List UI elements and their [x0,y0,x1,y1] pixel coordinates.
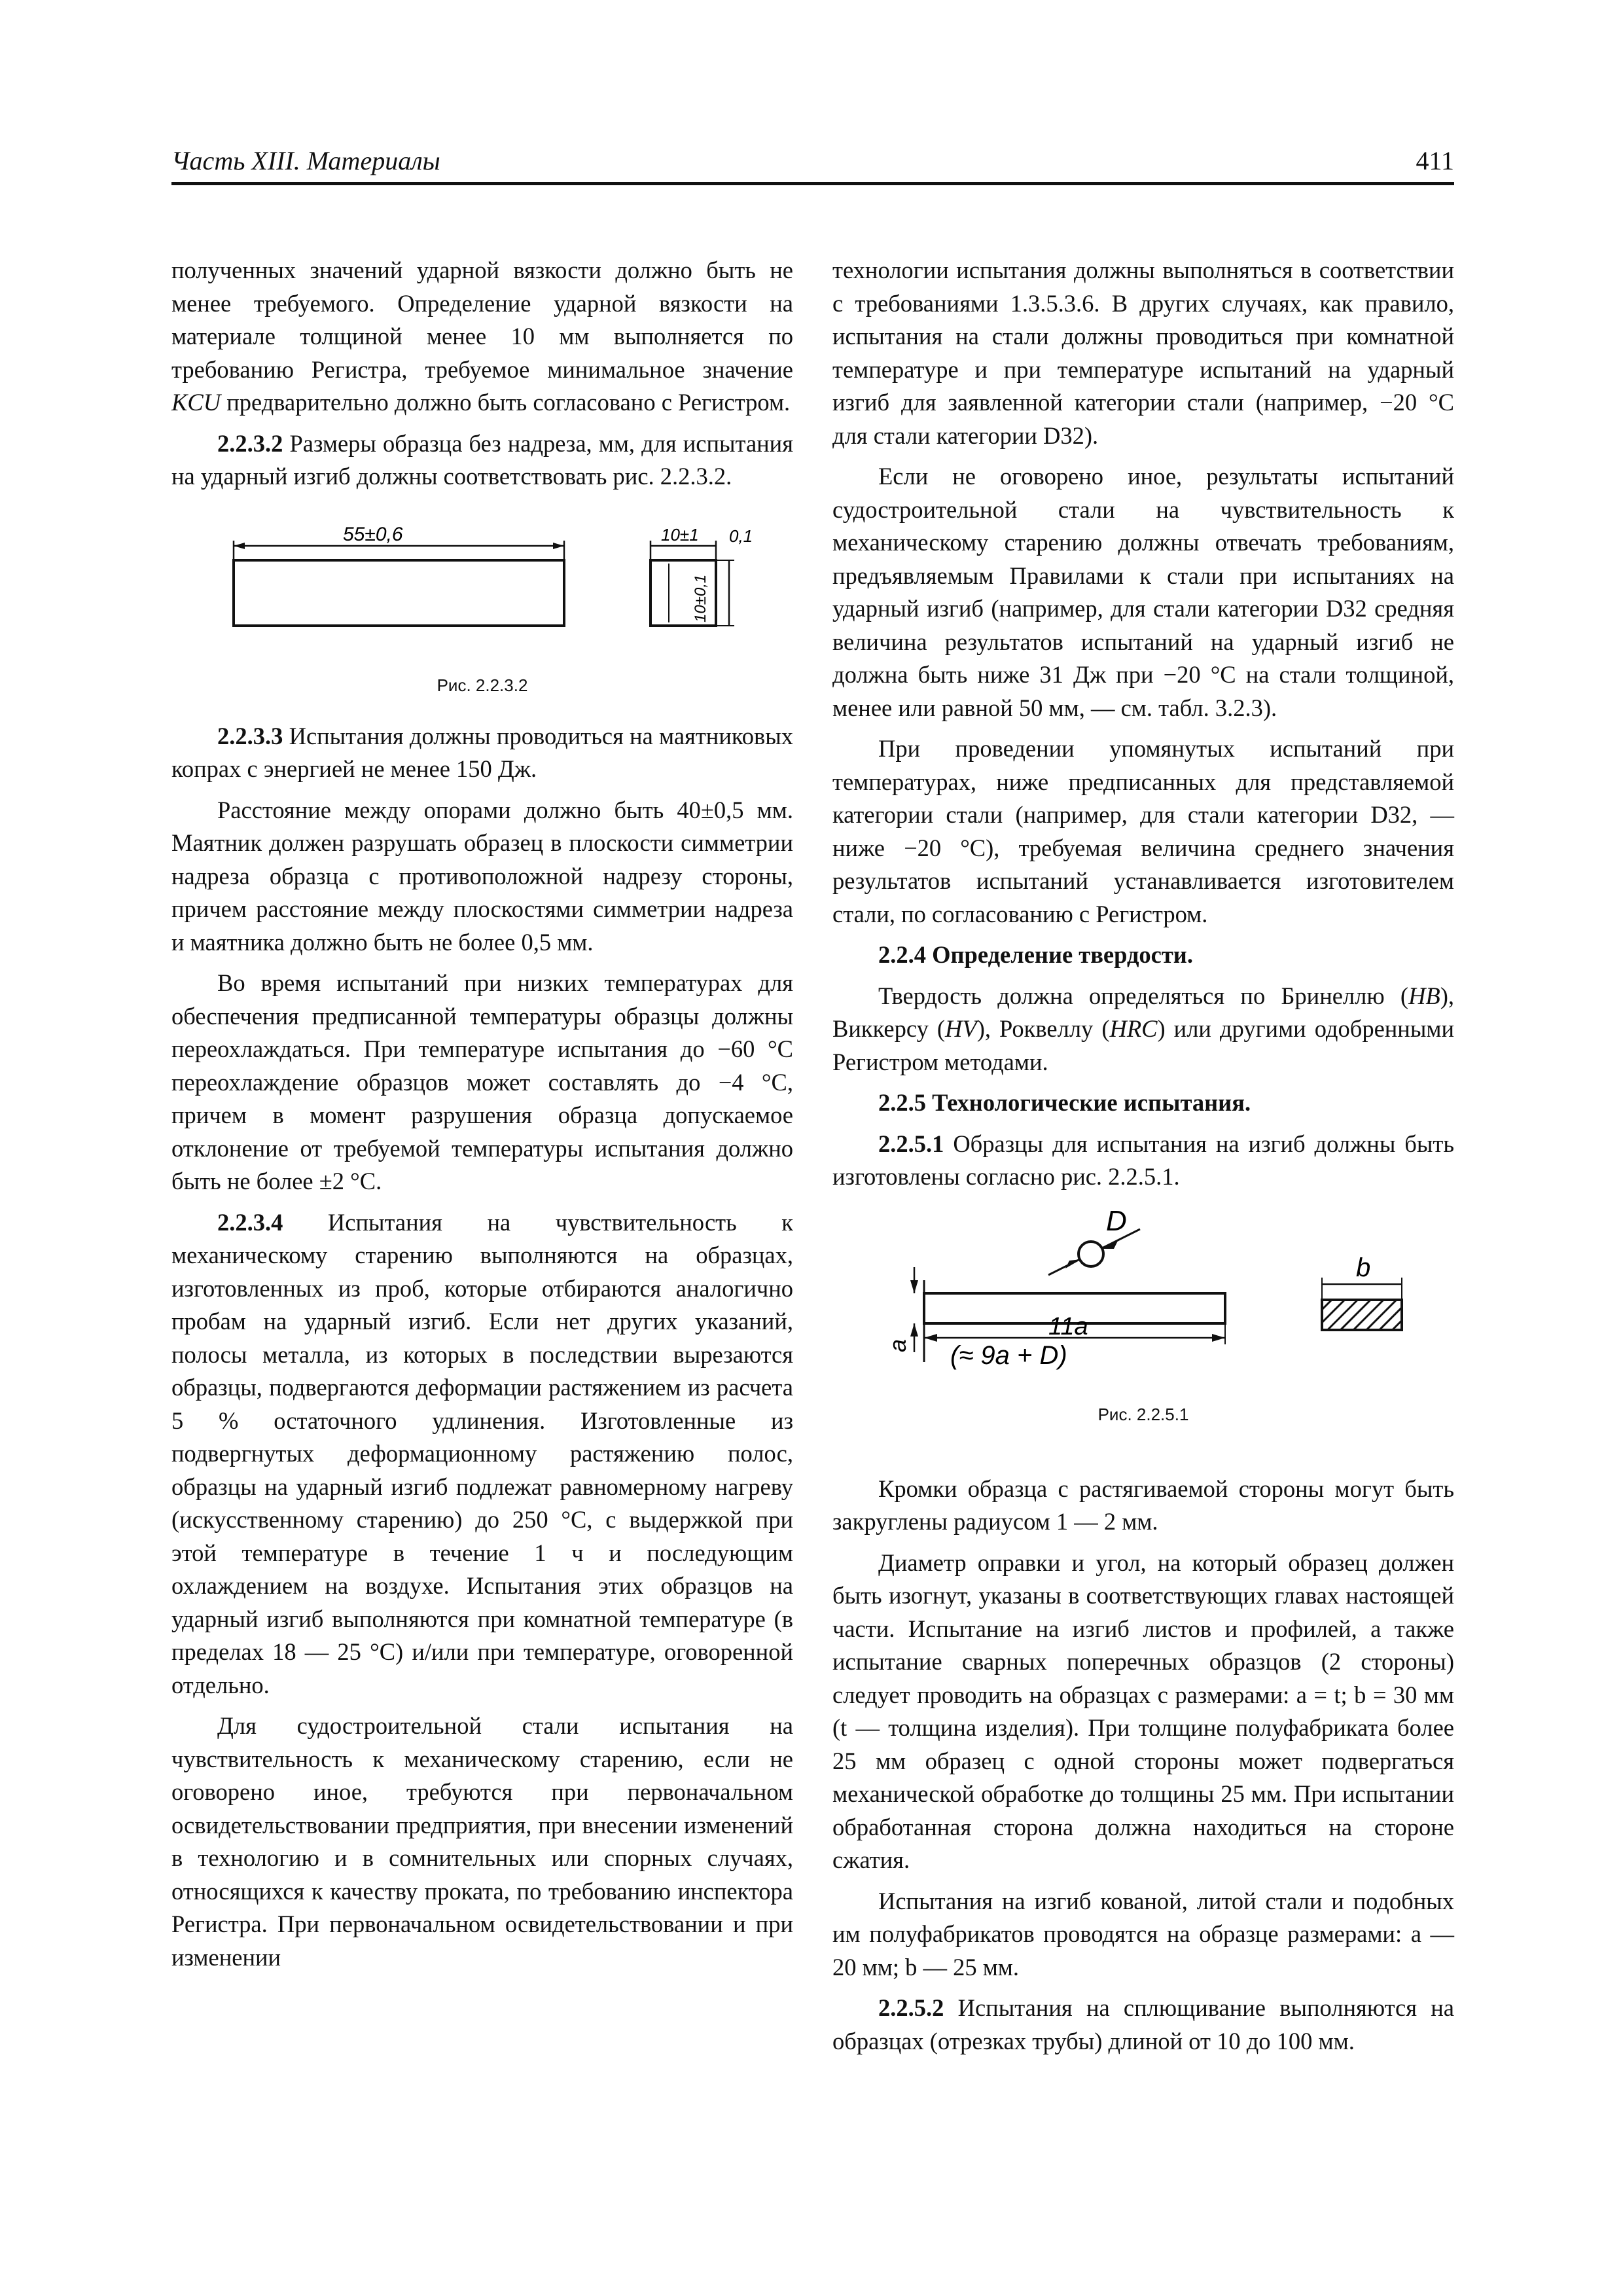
label-d: D [1106,1204,1127,1237]
section-number: 2.2.5.2 [878,1994,944,2021]
figure-caption: Рис. 2.2.5.1 [1097,1404,1189,1424]
paragraph-low-temperature: Во время испытаний при низких температурах для обеспечения предписанной температуры образцы должны переохлаждаться. При температуре испытания до −60 °С переохлаждение образцов может составлять до −4 °С, причем в момент разрушения образца допускаемое отклонение от требуемой температуры испытания должно быть не более ±2 °С. [171,969,793,1194]
section-number: 2.2.3.2 [217,429,283,457]
paragraph-2-2-5-1: 2.2.5.1 Образцы для испытания на изгиб должны быть изготовлены согласно рис. 2.2.5.1. [832,1130,1454,1190]
dim-height: 10±0,1 [692,574,709,622]
heading-2-2-5: 2.2.5 Технологические испытания. [878,1089,1251,1116]
paragraph-forged: Испытания на изгиб кованой, литой стали и подобных им полуфабрикатов проводятся на образце размерами: a — 20 мм; b — 25 мм. [832,1887,1454,1981]
paragraph-kcu: полученных значений ударной вязкости должно быть не менее требуемого. Определение ударной вязкости на материале толщиной менее 10 мм выполняется по требованию Регистра, требуемое минимальное значение KCU предварительно должно быть согласовано с Регистром. [171,257,793,416]
label-length: 11a [1048,1312,1088,1340]
label-b: b [1356,1253,1371,1282]
figure-caption: Рис. 2.2.3.2 [437,675,528,695]
mandrel-circle [1079,1242,1103,1266]
paragraph-2-2-3-3: 2.2.3.3 Испытания должны проводиться на маятниковых копрах с энергией не менее 150 Дж. [171,722,793,782]
label-a: a [884,1338,911,1352]
paragraph-2-2-3-2: 2.2.3.2 Размеры образца без надреза, мм, для испытания на ударный изгиб должны соответствовать рис. 2.2.3.2. [171,429,793,490]
paragraph-lower-temperature: При проведении упомянутых испытаний при температурах, ниже предписанных для представляемой категории стали (например, для стали категории D32, — ниже −20 °С), требуемая величина среднего значения результатов испытаний устанавливается изготовителем стали, по согласованию с Регистром. [832,735,1454,927]
paragraph-2-2-5-2: 2.2.5.2 Испытания на сплющивание выполняются на образцах (отрезках трубы) длиной от 10 до 100 мм. [832,1994,1454,2054]
paragraph-shipbuilding-steel: Для судостроительной стали испытания на чувствительность к механическому старению, если не оговорено иное, требуются при первоначальном освидетельствовании предприятия, при внесении изменений в технологию и в сомнительных или спорных случаях, относящихся к качеству проката, по требованию инспектора Регистра. При первоначальном освидетельствовании и при изменении [171,1712,793,1971]
paragraph-hardness: Твердость должна определяться по Бринеллю (HB), Виккерсу (HV), Роквеллу (HRC) или другими одобренными Регистром методами. [832,982,1454,1075]
running-title: Часть XIII. Материалы [171,146,440,175]
label-approx: (≈ 9a + D) [950,1340,1067,1370]
figure-2-2-5-1 [832,1202,1454,1463]
section-hatched [1322,1300,1402,1330]
dim-length: 55±0,6 [343,523,403,545]
section-number: 2.2.5.1 [878,1130,944,1157]
specimen-drawing [171,501,793,698]
section-number: 2.2.3.3 [217,722,283,749]
dim-tolerance: 0,1 [729,526,753,546]
figure-2-2-3-2 [171,501,793,698]
left-column [171,254,793,1982]
paragraph-support-distance: Расстояние между опорами должно быть 40±0,5 мм. Маятник должен разрушать образец в плоскости симметрии надреза образца с противоположной надрезу стороны, причем расстояние между плоскостями симметрии надреза и маятника должно быть не более 0,5 мм. [171,796,793,956]
right-column [832,254,1454,2066]
paragraph-edges: Кромки образца с растягиваемой стороны могут быть закруглены радиусом 1 — 2 мм. [832,1475,1454,1535]
paragraph-2-2-3-4: 2.2.3.4 Испытания на чувствительность к механическому старению выполняются на образцах, изготовленных из проб, которые отбираются аналогично пробам на ударный изгиб. Если нет других указаний, полосы металла, из которых в последствии вырезаются образцы, подвергаются деформации растяжением из расчета 5 % остаточного удлинения. Изготовленные из подвергнутых деформационному растяжению полос, образцы на ударный изгиб подлежат равномерному нагреву (искусственному старению) до 250 °С, с выдержкой при этой температуре в течение 1 ч и последующим охлаждением на воздухе. Испытания этих образцов на ударный изгиб выполняются при комнатной температуре (в пределах 18 — 25 °С) и/или при температуре, оговоренной отдельно. [171,1208,793,1698]
page-number: 411 [1416,146,1454,175]
specimen-bar [234,560,564,626]
dim-width: 10±1 [661,524,699,545]
page-header [171,143,1454,185]
kcu-symbol: KCU [171,389,221,416]
heading-2-2-4: 2.2.4 Определение твердости. [878,941,1193,968]
paragraph-mandrel: Диаметр оправки и угол, на который образец должен быть изогнут, указаны в соответствующих главах настоящей части. Испытание на изгиб листов и профилей, а также испытание сварных поперечных образцов (2 стороны) следует проводить на образцах с размерами: a = t; b = 30 мм (t — толщина изделия). При толщине полуфабриката более 25 мм образец с одной стороны может подвергаться механической обработке до толщины 25 мм. При испытании обработанная сторона должна находиться на стороне сжатия. [832,1549,1454,1873]
paragraph-aging-results: Если не оговорено иное, результаты испытаний судостроительной стали на чувствительность к механическому старению должны отвечать требованиям, предъявляемым Правилами к стали при испытаниях на ударный изгиб (например, для стали категории D32 средняя величина результатов испытаний на ударный изгиб не должна быть ниже 31 Дж при −20 °С на стали толщиной, менее или равной 50 мм, — см. табл. 3.2.3). [832,463,1454,721]
paragraph-continued: технологии испытания должны выполняться в соответствии с требованиями 1.3.5.3.6. В других случаях, как правило, испытания на стали должны проводиться при комнатной температуре и при температуре испытаний на ударный изгиб для заявленной категории стали (например, −20 °С для стали категории D32). [832,257,1454,449]
section-number: 2.2.3.4 [217,1208,283,1236]
